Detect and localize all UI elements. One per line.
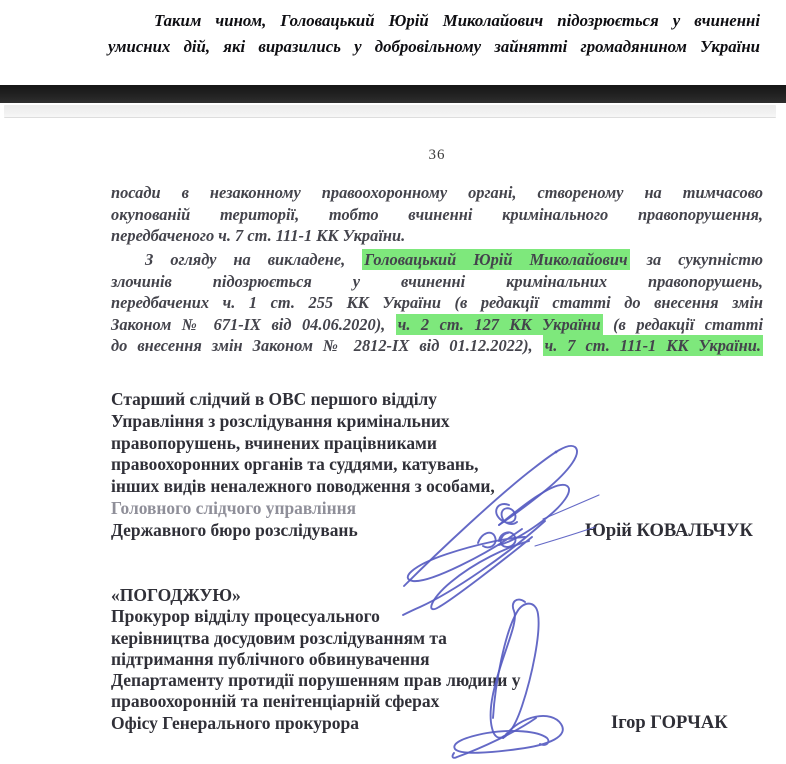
highlight-span-article-111-1: ч. 7 ст. 111-1 КК України. <box>544 336 761 356</box>
text-line: Департаменту протидії порушенням прав людини у <box>111 670 521 691</box>
highlight-span-article-127: ч. 2 ст. 127 КК України <box>397 314 601 334</box>
text-line: правоохоронній та пенітенціарній сферах <box>111 691 440 712</box>
text-line: Офісу Генерального прокурора <box>111 712 359 733</box>
highlight-span-suspect-name: Головацький Юрій Миколайович <box>364 250 628 269</box>
text-line: правопорушень, вчинених працівниками <box>111 432 437 453</box>
text-segment: за сукупністю <box>629 250 763 269</box>
page-number: 36 <box>428 147 446 163</box>
text-line <box>111 314 763 336</box>
text-line: Прокурор відділу процесуального <box>111 606 380 627</box>
text-segment: (в редакції статті <box>602 314 763 334</box>
approval-label: «ПОГОДЖУЮ» <box>111 585 241 605</box>
text-line: підтримання публічного обвинувачення <box>111 648 430 669</box>
text-segment: Законом № 671-ІХ від 04.06.2020), <box>111 314 396 334</box>
text-line: керівництва досудовим розслідуванням та <box>111 627 447 648</box>
signer-name-kovalchuk: Юрій КОВАЛЬЧУК <box>585 521 753 541</box>
text-line: Управління з розслідування кримінальних <box>111 410 450 431</box>
previous-page-paragraph <box>108 8 760 60</box>
text-line: правоохоронних органів та суддями, катувань, <box>111 454 479 475</box>
text-line: інших видів неналежного поводження з особами, <box>111 476 495 497</box>
text-segment: до внесення змін Законом № 2812-ІХ від 01.12.2022), <box>111 336 543 356</box>
text-line: передбаченого ч. 7 ст. 111-1 КК України. <box>111 226 406 246</box>
signer-name-horchak: Ігор ГОРЧАК <box>611 713 728 733</box>
text-line: посади в незаконному правоохоронному органі, створеному на тимчасово <box>111 183 763 202</box>
next-page-top-edge <box>4 105 776 118</box>
text-line: злочинів підозрюється у вчиненні кримінальних правопорушень, <box>111 271 763 291</box>
text-segment: З огляду на викладене, <box>145 250 363 269</box>
prosecutor-approval-block <box>111 585 601 734</box>
investigator-title-block <box>111 389 591 542</box>
text-line <box>111 249 763 271</box>
text-line: Державного бюро розслідувань <box>111 519 358 540</box>
text-line: умисних дій, які виразились у добровільному зайнятті громадянином України <box>108 37 760 56</box>
text-line: Старший слідчий в ОВС першого відділу <box>111 389 437 409</box>
text-line: передбачених ч. 1 ст. 255 КК України (в редакції статті до внесення змін <box>111 293 763 313</box>
text-line: окупованій території, тобто вчиненні кримінального правопорушення, <box>111 204 763 224</box>
body-paragraph-conclusion <box>111 249 763 357</box>
body-paragraph-continuation <box>111 182 763 247</box>
page-separator-bar <box>0 85 786 103</box>
text-line: Головного слідчого управління <box>111 497 357 518</box>
text-line <box>111 335 763 357</box>
text-line: Таким чином, Головацький Юрій Миколайович підозрюється у вчиненні <box>154 11 760 30</box>
